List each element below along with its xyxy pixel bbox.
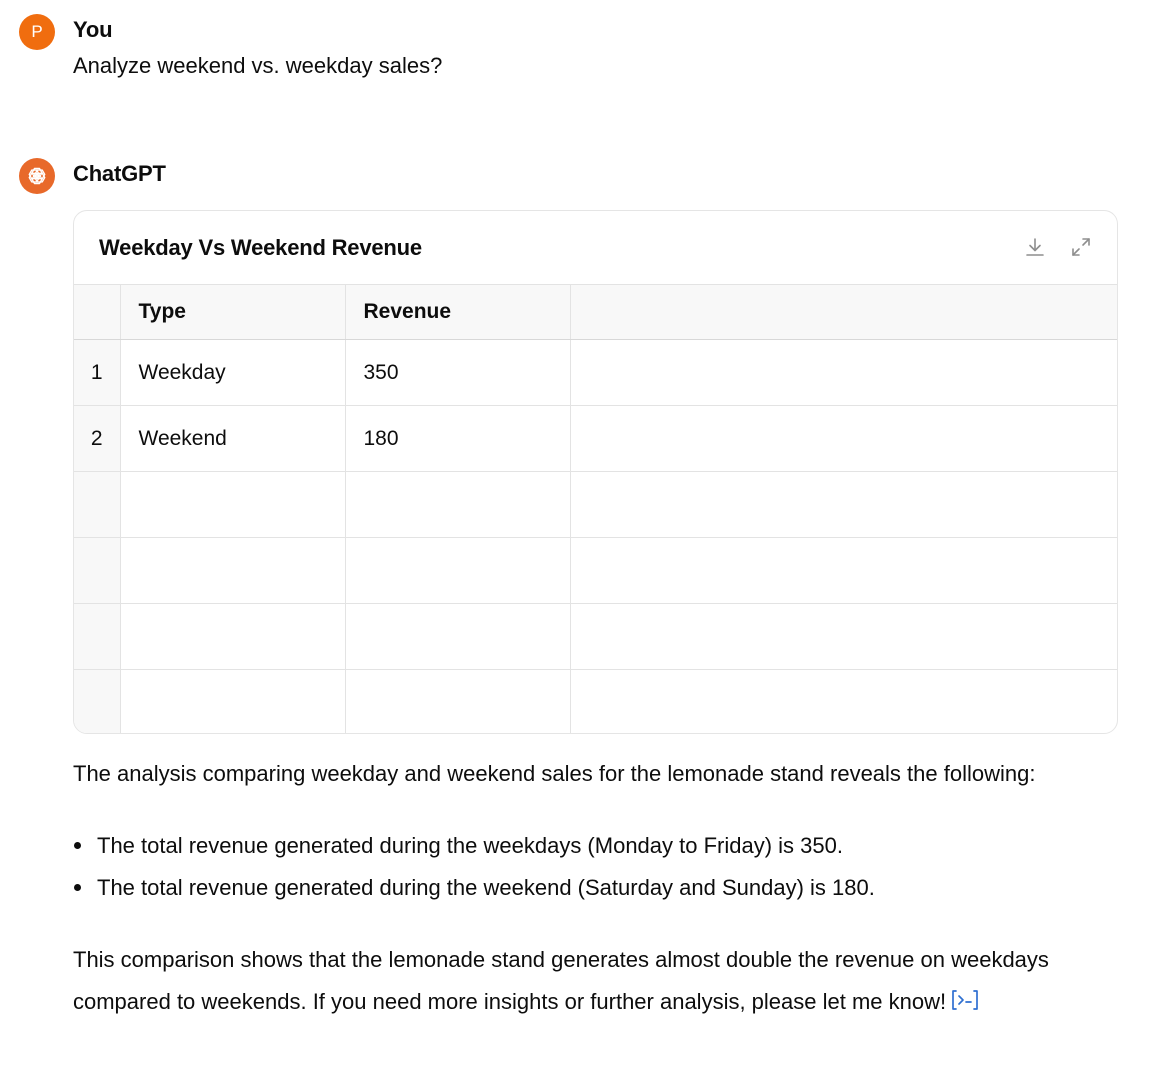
cell-empty bbox=[570, 472, 1117, 538]
cell-empty bbox=[570, 538, 1117, 604]
response-conclusion bbox=[73, 939, 1073, 1026]
cell-empty bbox=[120, 604, 345, 670]
cell-empty bbox=[570, 604, 1117, 670]
list-item bbox=[73, 867, 875, 909]
data-table bbox=[74, 284, 1117, 734]
column-header-type[interactable]: Type bbox=[120, 285, 345, 340]
cell-empty bbox=[120, 472, 345, 538]
empty-table-row bbox=[74, 604, 1117, 670]
column-header-revenue[interactable]: Revenue bbox=[345, 285, 570, 340]
table-actions bbox=[1023, 235, 1093, 259]
list-item bbox=[73, 825, 875, 867]
user-author-name: You bbox=[73, 17, 113, 42]
empty-table-row bbox=[74, 538, 1117, 604]
chatgpt-avatar bbox=[19, 158, 55, 194]
list-item-text: The total revenue generated during the weekdays (Monday to Friday) is 350. bbox=[97, 833, 843, 858]
empty-table-row bbox=[74, 670, 1117, 735]
download-button[interactable] bbox=[1023, 235, 1047, 259]
row-index: 2 bbox=[74, 406, 120, 472]
table-row bbox=[74, 340, 1117, 406]
cell-type[interactable]: Weekend bbox=[120, 406, 345, 472]
cell-empty bbox=[570, 340, 1117, 406]
cell-empty bbox=[570, 406, 1117, 472]
cell-revenue[interactable]: 180 bbox=[345, 406, 570, 472]
table-header-row bbox=[74, 285, 1117, 340]
table-card-header bbox=[74, 211, 1117, 284]
cell-empty bbox=[345, 670, 570, 735]
assistant-author-name: ChatGPT bbox=[73, 161, 166, 186]
list-item-text: The total revenue generated during the weekend (Saturday and Sunday) is 180. bbox=[97, 875, 875, 900]
row-index bbox=[74, 472, 120, 538]
table-title: Weekday Vs Weekend Revenue bbox=[99, 235, 422, 260]
user-avatar bbox=[19, 14, 55, 50]
cell-empty bbox=[120, 670, 345, 735]
bullet-dot bbox=[74, 884, 81, 891]
cell-empty bbox=[345, 538, 570, 604]
bullet-dot bbox=[74, 842, 81, 849]
row-index bbox=[74, 538, 120, 604]
table-card bbox=[73, 210, 1118, 734]
cell-revenue[interactable]: 350 bbox=[345, 340, 570, 406]
cell-empty bbox=[345, 604, 570, 670]
view-analysis-icon bbox=[950, 988, 980, 1012]
row-index bbox=[74, 604, 120, 670]
download-icon bbox=[1024, 236, 1046, 258]
response-conclusion-text: This comparison shows that the lemonade stand generates almost double the revenue on weekdays compared to weekends. If you need more insights or further analysis, please let me know! bbox=[73, 947, 1049, 1014]
cell-empty bbox=[345, 472, 570, 538]
empty-table-row bbox=[74, 472, 1117, 538]
row-index: 1 bbox=[74, 340, 120, 406]
expand-icon bbox=[1070, 236, 1092, 258]
cell-type[interactable]: Weekday bbox=[120, 340, 345, 406]
user-avatar-letter: P bbox=[31, 22, 43, 41]
row-index bbox=[74, 670, 120, 735]
column-header-empty bbox=[570, 285, 1117, 340]
response-intro: The analysis comparing weekday and weekend sales for the lemonade stand reveals the following: bbox=[73, 761, 1036, 786]
openai-logo-icon bbox=[25, 164, 49, 188]
expand-button[interactable] bbox=[1069, 235, 1093, 259]
view-analysis-button[interactable] bbox=[950, 984, 980, 1026]
index-column-header bbox=[74, 285, 120, 340]
user-message-text: Analyze weekend vs. weekday sales? bbox=[73, 53, 443, 78]
cell-empty bbox=[570, 670, 1117, 735]
response-bullet-list bbox=[73, 825, 875, 909]
cell-empty bbox=[120, 538, 345, 604]
table-row bbox=[74, 406, 1117, 472]
